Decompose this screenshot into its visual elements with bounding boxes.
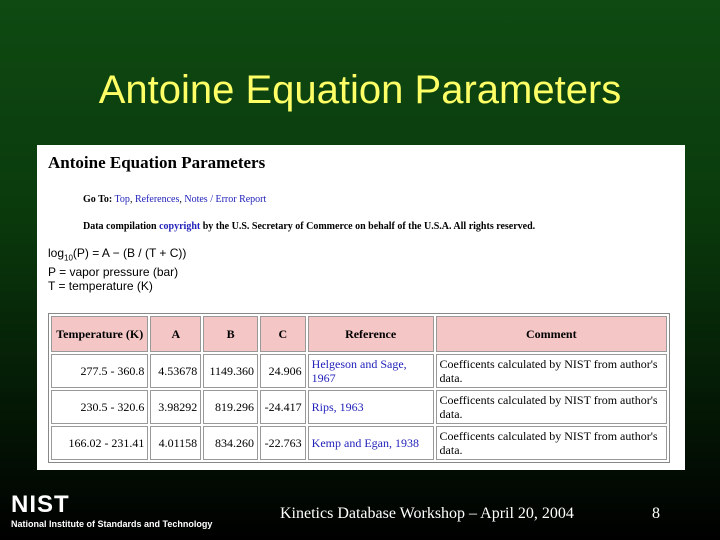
cell-b: 819.296 <box>203 390 258 424</box>
cell-a: 4.01158 <box>150 426 201 460</box>
cell-reference-link[interactable]: Kemp and Egan, 1938 <box>308 426 434 460</box>
cell-comment: Coefficents calculated by NIST from author's data. <box>436 354 667 388</box>
copyright-link[interactable]: copyright <box>159 221 201 232</box>
header-b: B <box>203 316 258 352</box>
cell-comment: Coefficents calculated by NIST from author's data. <box>436 390 667 424</box>
header-comment: Comment <box>436 316 667 352</box>
footer-text: Kinetics Database Workshop – April 20, 2004 <box>280 505 574 522</box>
table-header-row <box>51 316 667 352</box>
header-a: A <box>150 316 201 352</box>
page-heading: Antoine Equation Parameters <box>48 153 266 172</box>
equation-t-definition: T = temperature (K) <box>48 279 153 294</box>
equation-p-definition: P = vapor pressure (bar) <box>48 265 179 280</box>
embedded-screenshot <box>37 145 685 470</box>
cell-c: 24.906 <box>260 354 306 388</box>
logo-wordmark: NIST <box>11 491 70 518</box>
goto-link-references[interactable]: References <box>134 194 180 205</box>
header-reference: Reference <box>308 316 434 352</box>
table-row <box>51 354 667 388</box>
cell-reference-link[interactable]: Helgeson and Sage, 1967 <box>308 354 434 388</box>
goto-nav: Go To: Top, References, Notes / Error Report <box>83 194 267 205</box>
goto-label: Go To: <box>83 194 113 205</box>
cell-temperature: 277.5 - 360.8 <box>51 354 148 388</box>
goto-link-top[interactable]: Top <box>114 194 130 205</box>
cell-a: 4.53678 <box>150 354 201 388</box>
goto-link-notes[interactable]: Notes / Error Report <box>184 194 267 205</box>
slide-title: Antoine Equation Parameters <box>98 68 622 112</box>
antoine-equation <box>48 246 186 293</box>
cell-comment: Coefficents calculated by NIST from author's data. <box>436 426 667 460</box>
header-temperature: Temperature (K) <box>51 316 148 352</box>
cell-b: 1149.360 <box>203 354 258 388</box>
cell-b: 834.260 <box>203 426 258 460</box>
cell-c: -22.763 <box>260 426 306 460</box>
table-row <box>51 390 667 424</box>
antoine-parameters-table <box>48 313 670 463</box>
cell-reference-link[interactable]: Rips, 1963 <box>308 390 434 424</box>
copyright-pre: Data compilation <box>83 221 160 232</box>
cell-c: -24.417 <box>260 390 306 424</box>
equation-formula: $\log_{10}(P) = A - (B / (T + C))$ <box>48 246 187 263</box>
copyright-notice <box>83 221 535 232</box>
table-row <box>51 426 667 460</box>
cell-temperature: 230.5 - 320.6 <box>51 390 148 424</box>
copyright-post: by the U.S. Secretary of Commerce on behalf of the U.S.A. All rights reserved. <box>200 221 536 232</box>
logo-subtitle: National Institute of Standards and Technology <box>11 519 213 529</box>
nist-logo <box>11 493 243 533</box>
cell-temperature: 166.02 - 231.41 <box>51 426 148 460</box>
page-number: 8 <box>652 505 660 522</box>
cell-a: 3.98292 <box>150 390 201 424</box>
header-c: C <box>260 316 306 352</box>
